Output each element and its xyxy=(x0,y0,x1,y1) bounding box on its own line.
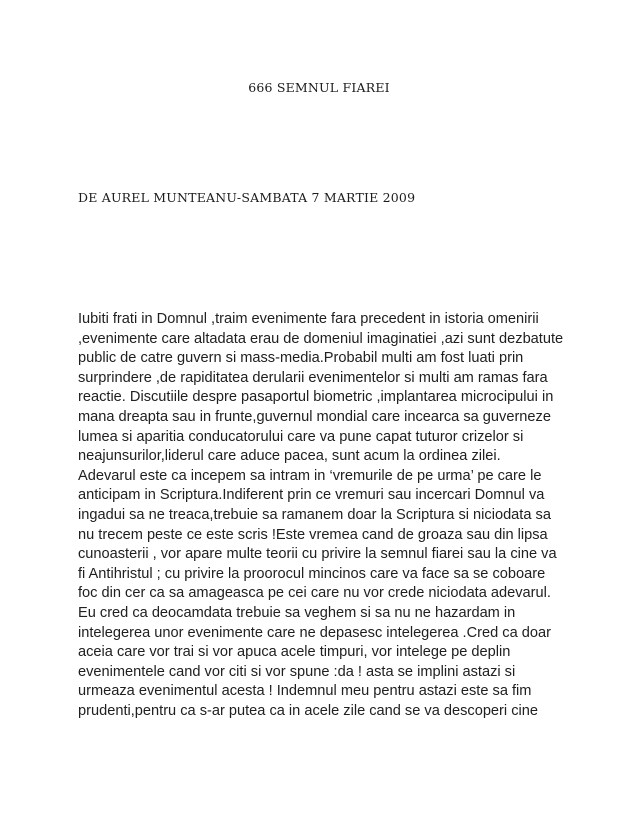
body-line: neajunsurilor,liderul care aduce pacea, sunt acum la ordinea zilei. xyxy=(78,448,501,465)
body-line: Iubiti frati in Domnul ,traim evenimente fara precedent in istoria omenirii xyxy=(78,311,539,327)
document-body xyxy=(78,310,562,721)
body-line: surprindere ,de rapiditatea derularii evenimentelor si multi am ramas fara xyxy=(78,369,548,386)
body-line: nu trecem peste ce este scris !Este vremea cand de groaza sau din lipsa xyxy=(78,526,548,543)
body-line: lumea si aparitia conducatorului care va pune capat tuturor crizelor si xyxy=(78,428,524,445)
body-line: intelegerea unor evenimente care ne depasesc intelegerea .Cred ca doar xyxy=(78,624,551,641)
body-line: anticipam in Scriptura.Indiferent prin ce vremuri sau incercari Domnul va xyxy=(78,487,545,504)
body-line: reactie. Discutiile despre pasaportul biometric ,implantarea microcipului in xyxy=(78,389,554,406)
body-line: ,evenimente care altadata erau de domeniul imaginatiei ,azi sunt dezbatute xyxy=(78,330,564,347)
body-line: cunoasterii , vor apare multe teorii cu privire la semnul fiarei sau la cine va xyxy=(78,546,557,563)
body-line: foc din cer ca sa amageasca pe cei care nu vor crede niciodata adevarul. xyxy=(78,585,551,602)
body-line: mana dreapta sau in frunte,guvernul mondial care incearca sa guverneze xyxy=(78,408,551,425)
body-line: ingadui sa ne treaca,trebuie sa ramanem doar la Scriptura si niciodata sa xyxy=(78,506,551,523)
body-line: fi Antihristul ; cu privire la proorocul mincinos care va face sa se coboare xyxy=(78,565,546,582)
document-title: 666 SEMNUL FIAREI xyxy=(248,80,390,95)
body-line: prudenti,pentru ca s-ar putea ca in acele zile cand se va descoperi cine xyxy=(78,702,538,719)
body-line: public de catre guvern si mass-media.Probabil multi am fost luati prin xyxy=(78,350,524,367)
body-line: Eu cred ca deocamdata trebuie sa veghem si sa nu ne hazardam in xyxy=(78,604,516,621)
document-byline: DE AUREL MUNTEANU-SAMBATA 7 MARTIE 2009 xyxy=(78,190,416,205)
body-line: aceia care vor trai si vor apuca acele timpuri, vor intelege pe deplin xyxy=(78,644,511,661)
body-line: Adevarul este ca incepem sa intram in ‘vremurile de pe urma’ pe care le xyxy=(78,467,542,484)
body-line: evenimentele cand vor citi si vor spune :da ! asta se implini astazi si xyxy=(78,663,516,680)
body-line: urmeaza evenimentul acesta ! Indemnul meu pentru astazi este sa fim xyxy=(78,683,532,700)
